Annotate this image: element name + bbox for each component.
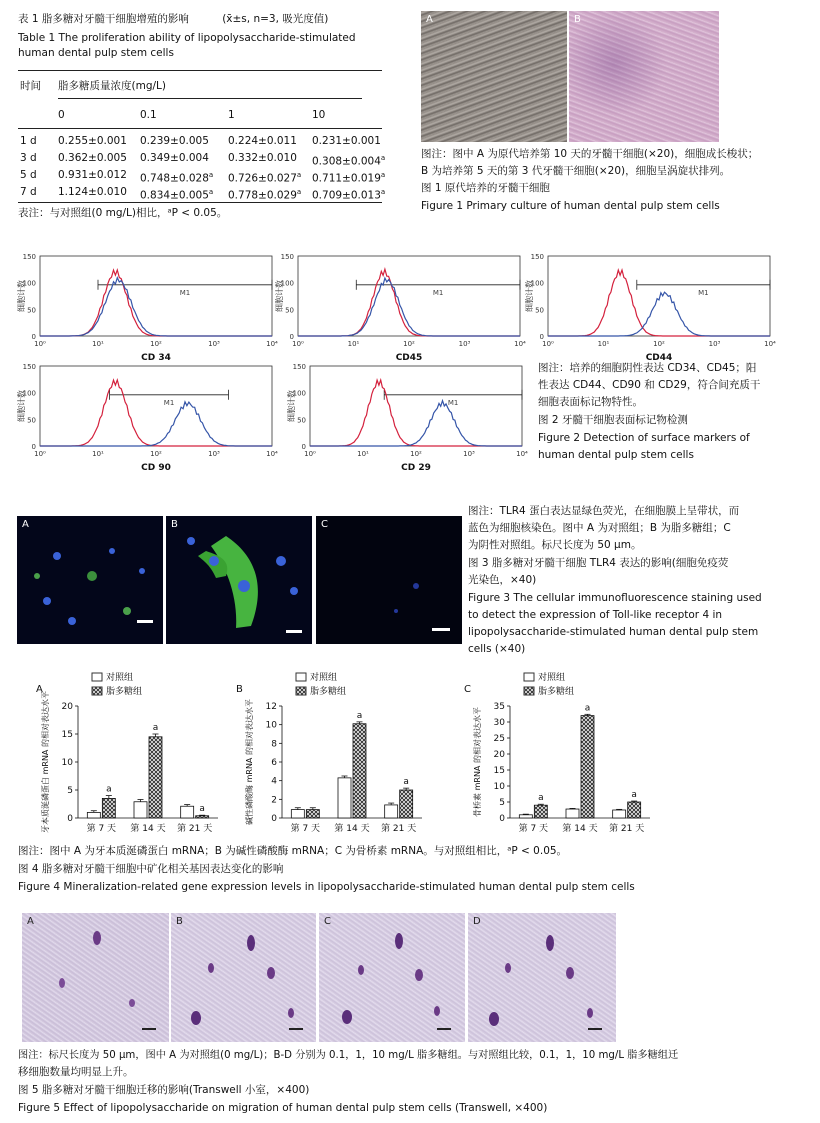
figure5-panel-a-cells [22, 913, 169, 1042]
histogram-xtick: 10⁴ [764, 340, 776, 348]
y-axis-label: 碱性磷酸酶 mRNA 的相对表达水平 [245, 699, 254, 825]
y-tick-label: 35 [493, 702, 505, 712]
figure1-panel-a-micrograph [421, 11, 567, 142]
histogram-ytick: 50 [297, 416, 306, 425]
histogram-ytick: 150 [22, 253, 36, 261]
bar-control [385, 805, 398, 818]
bar-lps [628, 802, 641, 818]
table1-cell: 0.308±0.004$^a$ [312, 154, 386, 168]
y-tick-label: 8 [271, 739, 277, 750]
figure5-panel-c-micrograph [319, 913, 465, 1042]
sample-curve [40, 402, 272, 446]
y-tick-label: 0 [271, 814, 277, 824]
histogram-ytick: 0 [31, 443, 36, 451]
figure1-panel-a-label: A [426, 14, 433, 25]
table1-cell: 0.332±0.010 [228, 152, 297, 164]
figure3-panel-c-fluorescence [316, 516, 462, 644]
figure1-note-2: B 为培养第 5 天的第 3 代牙髓干细胞(×20)，细胞呈涡旋状排列。 [421, 165, 731, 177]
bar-lps [196, 816, 209, 818]
x-tick-label: 第 7 天 [290, 824, 321, 834]
y-tick-label: 10 [493, 782, 505, 792]
figure3-title-en-3: lipopolysaccharide-stimulated human dental pulp stem [468, 626, 759, 638]
histogram-xtick: 10⁰ [292, 340, 304, 348]
x-tick-label: 第 7 天 [86, 824, 117, 834]
table1-cell: 0.778±0.029$^a$ [228, 188, 302, 202]
table1-cell: 0.931±0.012 [58, 169, 127, 181]
legend-swatch-control [92, 673, 102, 681]
figure3-note-2: 蓝色为细胞核染色。图中 A 为对照组；B 为脂多糖组；C [468, 522, 731, 534]
histogram-xtick: 10³ [708, 340, 721, 348]
figure3-panel-c-label: C [321, 519, 328, 530]
histogram-ytick: 150 [280, 253, 294, 261]
figure2-title-en-1: Figure 2 Detection of surface markers of [538, 432, 750, 444]
legend-label-control: 对照组 [310, 673, 338, 683]
y-tick-label: 15 [61, 730, 73, 740]
histogram-marker-label: CD 29 [401, 463, 431, 473]
table1-sig-mark: a [208, 171, 214, 179]
histogram-frame [548, 256, 770, 336]
histogram-ytick: 100 [292, 389, 306, 398]
figure3-panel-a-fluorescence [17, 516, 163, 644]
figure5-title-en: Figure 5 Effect of lipopolysaccharide on migration of human dental pulp stem cells (Transwell, ×400) [18, 1102, 548, 1114]
figure2-note-3: 细胞表面标记物特性。 [538, 396, 643, 408]
table1-row-time: 7 d [20, 186, 37, 198]
table1-cell: 0.224±0.011 [228, 135, 297, 147]
figure3-panel-a-scalebar [137, 620, 153, 623]
figure5-panel-a-micrograph [22, 913, 169, 1042]
figure2-title-cn: 图 2 牙髓干细胞表面标记物检测 [538, 414, 688, 426]
bar-control [566, 809, 579, 818]
histogram-ytick: 100 [280, 279, 294, 288]
y-tick-label: 12 [265, 702, 277, 712]
x-tick-label: 第 7 天 [518, 824, 549, 834]
figure5-panel-c-scalebar [437, 1028, 451, 1030]
table1-footnote: 表注：与对照组(0 mg/L)相比，ᵃP < 0.05。 [18, 207, 228, 219]
histogram-xtick: 10² [653, 340, 665, 348]
sample-curve [548, 292, 770, 336]
figure3-title-en-1: Figure 3 The cellular immunofluorescence staining used [468, 592, 762, 604]
histogram-xtick: 10⁰ [542, 340, 554, 348]
significance-mark: a [199, 804, 205, 815]
significance-mark: a [106, 784, 112, 795]
histogram-xtick: 10¹ [92, 340, 104, 348]
significance-mark: a [584, 703, 591, 714]
histogram-ytick: 100 [22, 279, 36, 288]
table1-sig-mark: a [296, 188, 302, 196]
legend-label-lps: 脂多糖组 [310, 687, 347, 697]
figure3-note-1: 图注：TLR4 蛋白表达显绿色荧光，在细胞膜上呈带状，而 [468, 505, 740, 517]
isotype-curve [40, 380, 272, 446]
figure5-note-1: 图注：标尺长度为 50 μm，图中 A 为对照组(0 mg/L)；B-D 分别为 0.1，1，10 mg/L 脂多糖组。与对照组比较，0.1，1，10 mg/L 脂多糖组迁 [18, 1050, 679, 1061]
histogram-ylabel: 细胞计数 [525, 280, 534, 312]
y-tick-label: 5 [67, 786, 73, 796]
significance-mark: a [538, 793, 544, 804]
y-axis-label: 牙本质涎磷蛋白 mRNA 的相对表达水平 [41, 691, 50, 833]
table1-col-group: 脂多糖质量浓度(mg/L) [58, 80, 166, 92]
x-tick-label: 第 14 天 [562, 824, 598, 834]
histogram-xtick: 10⁴ [266, 340, 278, 348]
legend-swatch-control [296, 673, 306, 681]
histogram-frame [40, 366, 272, 446]
bar-control [181, 806, 194, 818]
histogram-xtick: 10² [403, 340, 415, 348]
table1-title-en-1: Table 1 The proliferation ability of lipopolysaccharide-stimulated [18, 32, 356, 44]
table1-sig-mark: a [380, 154, 386, 162]
y-axis-label: 骨桥素 mRNA 的相对表达水平 [473, 707, 482, 817]
figure3-title-cn-1: 图 3 脂多糖对牙髓干细胞 TLR4 表达的影响(细胞免疫荧 [468, 557, 729, 569]
figure5-note-2: 移细胞数量均明显上升。 [18, 1066, 134, 1078]
figure1-panel-b-label: B [574, 14, 581, 25]
histogram-xtick: 10¹ [357, 450, 369, 458]
legend-label-lps: 脂多糖组 [106, 687, 143, 697]
figure3-panel-c-scalebar [432, 628, 450, 631]
gate-label: M1 [447, 398, 459, 407]
table1-sig-mark: a [208, 188, 214, 196]
y-tick-label: 20 [493, 750, 505, 760]
histogram-ytick: 0 [301, 443, 306, 451]
legend-label-control: 对照组 [106, 673, 134, 683]
figure5-panel-a-scalebar [142, 1028, 156, 1030]
histogram-xtick: 10³ [458, 340, 471, 348]
table1-sig-mark: a [380, 171, 386, 179]
table1-rule-bottom [18, 202, 382, 203]
table1-cell: 0.748±0.028$^a$ [140, 171, 214, 185]
histogram-xtick: 10⁰ [304, 450, 316, 458]
table1-cell: 0.239±0.005 [140, 135, 209, 147]
bar-control [519, 815, 532, 818]
significance-mark: a [152, 723, 159, 733]
histogram-ytick: 150 [530, 253, 544, 261]
histogram-ylabel: 细胞计数 [17, 280, 26, 312]
y-tick-label: 25 [493, 734, 505, 744]
histogram-ylabel: 细胞计数 [17, 390, 26, 422]
table1-row-time: 5 d [20, 169, 37, 181]
bar-control [338, 778, 351, 818]
table1-conc-3: 10 [312, 109, 326, 121]
y-tick-label: 15 [493, 766, 505, 776]
histogram-xtick: 10⁰ [34, 340, 46, 348]
gate-label: M1 [179, 288, 191, 297]
x-tick-label: 第 14 天 [334, 824, 370, 834]
table1-cell: 1.124±0.010 [58, 186, 127, 198]
histogram-marker-label: CD 90 [141, 463, 171, 473]
histogram-frame [40, 256, 272, 336]
table1-row-time: 3 d [20, 152, 37, 164]
table1-cell: 0.349±0.004 [140, 152, 209, 164]
figure5-panel-b-cells [171, 913, 316, 1042]
y-tick-label: 5 [499, 798, 505, 808]
figure5-panel-b-micrograph [171, 913, 316, 1042]
legend-swatch-lps [92, 687, 102, 695]
figure3-title-cn-2: 光染色，×40) [468, 574, 537, 586]
figure3-panel-b-label: B [171, 519, 178, 530]
figure3-panel-c-cells [316, 516, 462, 644]
histogram-ytick: 50 [285, 306, 294, 315]
table1-rule-top [18, 70, 382, 71]
histogram-xtick: 10³ [463, 450, 475, 458]
y-tick-label: 4 [271, 776, 277, 787]
table1-conc-0: 0 [58, 109, 65, 121]
histogram-frame [298, 256, 520, 336]
figure5-panel-b-scalebar [289, 1028, 303, 1030]
bar-lps [306, 810, 319, 818]
legend-label-control: 对照组 [538, 673, 566, 683]
histogram-marker-label: CD44 [645, 353, 673, 363]
table1-rule-mid [58, 98, 362, 99]
histogram-xtick: 10² [150, 340, 162, 348]
bar-control [87, 812, 100, 818]
histogram-ytick: 50 [27, 416, 36, 425]
histogram-xtick: 10¹ [597, 340, 610, 348]
table1-rule-head [18, 128, 382, 129]
figure1-panel-b-micrograph [569, 11, 719, 142]
histogram-xtick: 10⁴ [266, 450, 278, 458]
bar-lps [581, 716, 594, 818]
y-tick-label: 0 [499, 814, 505, 824]
bar-lps [102, 798, 115, 818]
figure3-panel-b-fluorescence [166, 516, 312, 644]
table1-row-time: 1 d [20, 135, 37, 147]
sample-curve [298, 278, 520, 336]
isotype-curve [40, 270, 272, 336]
figure5-panel-d-scalebar [588, 1028, 602, 1030]
table1-stats-note: (x̄±s, n=3, 吸光度值) [222, 13, 329, 25]
figure2-note-2: 性表达 CD44、CD90 和 CD29，符合间充质干 [538, 379, 761, 391]
y-tick-label: 10 [265, 720, 277, 731]
figure1-title-cn: 图 1 原代培养的牙髓干细胞 [421, 182, 550, 194]
table1-cell: 0.711±0.019$^a$ [312, 171, 386, 185]
histogram-xtick: 10⁴ [516, 450, 528, 458]
histogram-xtick: 10¹ [92, 450, 104, 458]
table1-cell: 0.709±0.013$^a$ [312, 188, 386, 202]
figure5-panel-d-micrograph [468, 913, 616, 1042]
figure5-panel-d-label: D [473, 916, 481, 927]
figure4-note: 图注：图中 A 为牙本质涎磷蛋白 mRNA；B 为碱性磷酸酶 mRNA；C 为骨桥素 mRNA。与对照组相比，ᵃP < 0.05。 [18, 845, 568, 857]
table1-cell: 0.362±0.005 [58, 152, 127, 164]
bar-control [291, 810, 304, 818]
table1-col-time: 时间 [20, 80, 41, 92]
legend-label-lps: 脂多糖组 [538, 687, 575, 697]
bar-control [613, 810, 626, 818]
table1-cell: 0.834±0.005$^a$ [140, 188, 214, 202]
isotype-curve [548, 270, 770, 336]
histogram-frame [310, 366, 522, 446]
gate-label: M1 [432, 288, 444, 297]
figure2-note-1: 图注：培养的细胞阴性表达 CD34、CD45；阳 [538, 362, 757, 374]
histogram-xtick: 10³ [208, 340, 220, 348]
figure5-panel-a-label: A [27, 916, 34, 927]
table1-conc-2: 1 [228, 109, 235, 121]
histogram-ytick: 50 [27, 306, 36, 315]
sample-curve [40, 278, 272, 336]
gate-label: M1 [698, 288, 709, 297]
isotype-curve [310, 380, 522, 446]
gate-label: M1 [163, 398, 175, 407]
y-tick-label: 10 [61, 758, 73, 768]
figure4-title-en: Figure 4 Mineralization-related gene expression levels in lipopolysaccharide-stimulated human dental pulp stem cells [18, 881, 635, 893]
histogram-ylabel: 细胞计数 [275, 280, 284, 312]
histogram-ytick: 150 [22, 363, 36, 371]
legend-swatch-lps [296, 687, 306, 695]
table1-cell: 0.231±0.001 [312, 135, 381, 147]
figure3-panel-a-label: A [22, 519, 29, 530]
histogram-xtick: 10² [150, 450, 162, 458]
histogram-xtick: 10⁰ [34, 450, 46, 458]
histogram-ytick: 150 [292, 363, 306, 371]
x-tick-label: 第 21 天 [177, 824, 213, 834]
figure5-panel-d-cells [468, 913, 616, 1042]
x-tick-label: 第 21 天 [381, 824, 417, 834]
figure4-bar-charts [0, 673, 700, 844]
significance-mark: a [356, 710, 363, 721]
figure3-note-3: 为阴性对照组。标尺长度为 50 μm。 [468, 539, 642, 551]
chart-panel-label: A [36, 684, 43, 695]
chart-panel-label: C [464, 684, 471, 695]
histogram-ytick: 0 [289, 333, 294, 341]
bar-lps [353, 724, 366, 818]
bar-lps [149, 737, 162, 818]
y-tick-label: 30 [493, 718, 505, 728]
figure3-panel-b-scalebar [286, 630, 302, 633]
figure3-title-en-4: cells (×40) [468, 643, 526, 655]
figure1-note-1: 图注：图中 A 为原代培养第 10 天的牙髓干细胞(×20)，细胞成长梭状； [421, 148, 759, 160]
significance-mark: a [403, 777, 409, 788]
bar-lps [534, 805, 547, 818]
figure5-panel-c-label: C [324, 916, 331, 927]
table1-title-en-2: human dental pulp stem cells [18, 47, 174, 59]
histogram-xtick: 10¹ [347, 340, 360, 348]
histogram-ytick: 0 [31, 333, 36, 341]
histogram-xtick: 10⁴ [514, 340, 526, 348]
y-tick-label: 0 [67, 814, 73, 824]
legend-swatch-control [524, 673, 534, 681]
histogram-marker-label: CD45 [395, 353, 423, 363]
histogram-marker-label: CD 34 [141, 353, 171, 363]
figure4-title-cn: 图 4 脂多糖对牙髓干细胞中矿化相关基因表达变化的影响 [18, 863, 284, 875]
table1-title-cn: 表 1 脂多糖对牙髓干细胞增殖的影响 (x̄±s, n=3, 吸光度值) [18, 13, 329, 25]
bar-lps [400, 790, 413, 818]
histogram-ytick: 50 [535, 306, 544, 315]
sample-curve [310, 398, 522, 446]
x-tick-label: 第 14 天 [130, 824, 166, 834]
table1-cell: 0.726±0.027$^a$ [228, 171, 302, 185]
figure3-title-en-2: to detect the expression of Toll-like receptor 4 in [468, 609, 723, 621]
histogram-xtick: 10² [410, 450, 422, 458]
y-tick-label: 20 [61, 702, 73, 712]
histogram-ytick: 0 [539, 333, 544, 341]
figure3-panel-b-cells [166, 516, 312, 644]
legend-swatch-lps [524, 687, 534, 695]
y-tick-label: 2 [271, 795, 277, 806]
histogram-ytick: 100 [530, 279, 544, 288]
x-tick-label: 第 21 天 [609, 824, 645, 834]
histogram-ylabel: 细胞计数 [287, 390, 296, 422]
bar-control [134, 802, 147, 818]
figure3-panel-a-cells [17, 516, 163, 644]
histogram-ytick: 100 [22, 389, 36, 398]
y-tick-label: 6 [271, 758, 277, 768]
figure5-panel-c-cells [319, 913, 465, 1042]
table1-conc-1: 0.1 [140, 109, 157, 121]
histogram-xtick: 10³ [208, 450, 220, 458]
table1-cell: 0.255±0.001 [58, 135, 127, 147]
table1-sig-mark: a [296, 171, 302, 179]
figure2-title-en-2: human dental pulp stem cells [538, 449, 694, 461]
chart-panel-label: B [236, 684, 243, 695]
figure5-panel-b-label: B [176, 916, 183, 927]
figure5-title-cn: 图 5 脂多糖对牙髓干细胞迁移的影响(Transwell 小室，×400) [18, 1084, 310, 1096]
table1-sig-mark: a [380, 188, 386, 196]
figure1-title-en: Figure 1 Primary culture of human dental pulp stem cells [421, 200, 720, 212]
significance-mark: a [631, 790, 637, 801]
